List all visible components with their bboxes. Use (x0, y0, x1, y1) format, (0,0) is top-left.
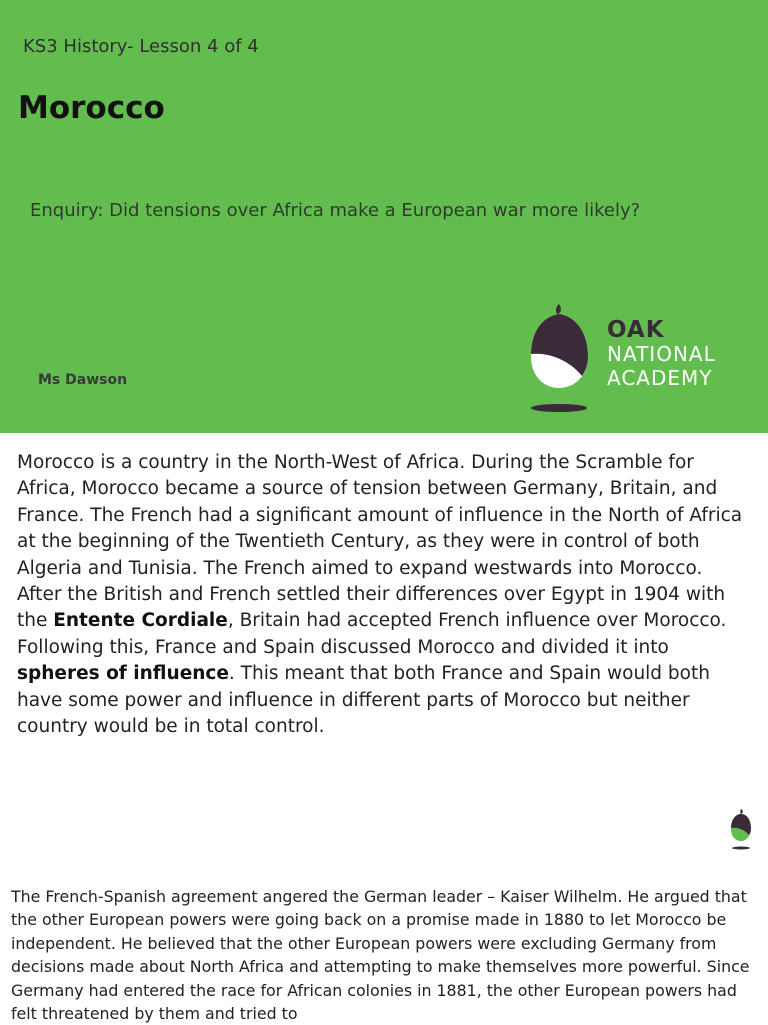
logo-line-oak: OAK (607, 317, 665, 343)
logo-line-national: NATIONAL (607, 342, 716, 366)
teacher-name: Ms Dawson (38, 372, 128, 388)
logo-line-academy: ACADEMY (607, 366, 713, 390)
body-paragraph-1 (17, 450, 747, 740)
oak-logo-text (607, 318, 716, 390)
para1-text-c: . This meant that both France and Spain would both have some power and influence in different parts of Morocco but neither country would be in total control. (17, 663, 710, 738)
page-title: Morocco (18, 90, 165, 126)
title-banner (0, 0, 768, 433)
lesson-label: KS3 History- Lesson 4 of 4 (23, 36, 259, 57)
body-paragraph-2: The French-Spanish agreement angered the German leader – Kaiser Wilhelm. He argued that the other European powers were going back on a promise made in 1880 to let Morocco be independent. He believed that the other European powers were excluding Germany from decisions made about North Africa and attempting to make themselves more powerful. Since Germany had entered the race for African colonies in 1881, the other European powers had felt threatened by them and tried to (11, 887, 750, 1024)
enquiry-question: Enquiry: Did tensions over Africa make a European war more likely? (30, 200, 641, 221)
small-acorn-icon (729, 809, 753, 851)
para1-text-b: , Britain had accepted French influence over Morocco. Following this, France and Spain discussed Morocco and divided it into (17, 610, 727, 658)
acorn-icon (526, 302, 592, 414)
para1-text-a: Morocco is a country in the North-West of Africa. During the Scramble for Africa, Morocco became a source of tension between Germany, Britain, and France. The French had a significant amount of influence in the North of Africa at the beginning of the Twentieth Century, as they were in control of both Algeria and Tunisia. The French aimed to expand westwards into Morocco. After the British and French settled their differences over Egypt in 1904 with the (17, 452, 743, 632)
key-term-spheres-of-influence: spheres of influence (17, 663, 229, 685)
key-term-entente-cordiale: Entente Cordiale (53, 610, 228, 632)
